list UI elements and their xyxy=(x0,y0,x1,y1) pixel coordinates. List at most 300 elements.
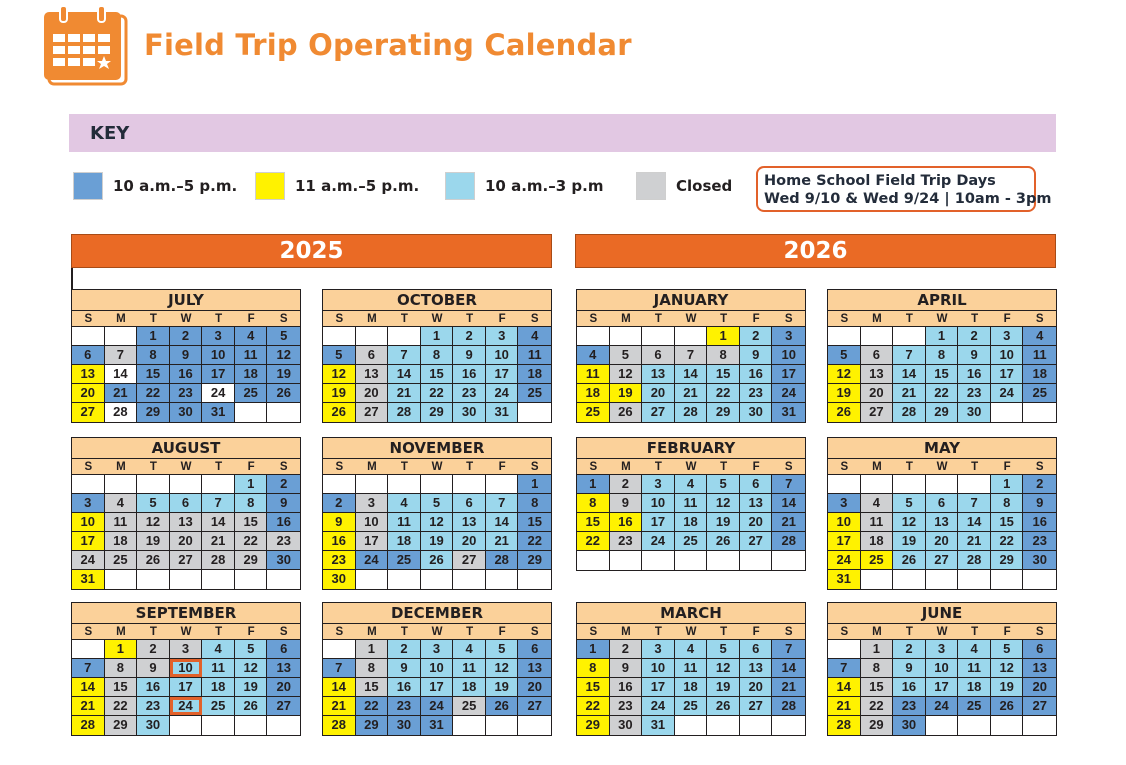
day-cell: 9 xyxy=(610,494,643,512)
day-cell: 19 xyxy=(991,678,1024,696)
weekday-label: M xyxy=(621,313,631,325)
week-row xyxy=(577,403,805,422)
day-cell: 29 xyxy=(105,716,138,735)
day-cell: 24 xyxy=(642,697,675,715)
week-row xyxy=(828,327,1056,346)
day-cell: 10 xyxy=(202,346,235,364)
month-calendar xyxy=(827,437,1057,590)
day-cell: 8 xyxy=(421,346,454,364)
weekday-label: S xyxy=(84,313,93,325)
day-cell: 20 xyxy=(1023,678,1056,696)
day-cell xyxy=(926,716,959,735)
weekday-label: T xyxy=(400,313,408,325)
day-cell: 30 xyxy=(1023,551,1056,569)
week-row xyxy=(323,475,551,494)
legend-label: 11 a.m.–5 p.m. xyxy=(295,177,420,195)
day-cell: 4 xyxy=(202,640,235,658)
day-cell: 7 xyxy=(893,346,926,364)
day-cell: 20 xyxy=(518,678,551,696)
weekday-label: T xyxy=(466,461,474,473)
day-cell: 12 xyxy=(707,659,740,677)
day-cell: 2 xyxy=(610,475,643,493)
weekday-label: F xyxy=(1003,313,1011,325)
day-cell xyxy=(267,403,300,422)
day-cell: 28 xyxy=(772,532,805,550)
day-cell: 8 xyxy=(707,346,740,364)
weekday-label: T xyxy=(905,626,913,638)
week-row xyxy=(72,570,300,589)
day-cell xyxy=(170,475,203,493)
week-row xyxy=(323,532,551,551)
weekday-label: T xyxy=(720,461,728,473)
day-cell: 2 xyxy=(388,640,421,658)
day-cell: 12 xyxy=(991,659,1024,677)
weekday-label: W xyxy=(431,461,443,473)
day-cell: 1 xyxy=(577,475,610,493)
week-row xyxy=(577,365,805,384)
weekday-label: S xyxy=(530,626,539,638)
day-cell: 28 xyxy=(388,403,421,422)
day-cell: 23 xyxy=(137,697,170,715)
day-cell xyxy=(105,327,138,345)
weekday-label: S xyxy=(784,461,793,473)
day-cell: 3 xyxy=(926,640,959,658)
month-title: OCTOBER xyxy=(323,290,551,311)
day-cell: 24 xyxy=(991,384,1024,402)
day-cell: 12 xyxy=(137,513,170,531)
day-cell: 21 xyxy=(772,513,805,531)
day-cell: 20 xyxy=(267,678,300,696)
day-cell xyxy=(235,716,268,735)
day-cell: 16 xyxy=(610,678,643,696)
day-cell xyxy=(707,551,740,570)
day-cell: 22 xyxy=(577,532,610,550)
weekday-label: S xyxy=(589,461,598,473)
week-row xyxy=(323,697,551,716)
week-row xyxy=(577,716,805,735)
day-cell: 7 xyxy=(772,475,805,493)
day-cell: 16 xyxy=(267,513,300,531)
week-row xyxy=(577,678,805,697)
day-cell: 21 xyxy=(72,697,105,715)
weekday-label: S xyxy=(784,313,793,325)
day-cell: 17 xyxy=(356,532,389,550)
day-cell: 21 xyxy=(486,532,519,550)
weekday-label: S xyxy=(589,313,598,325)
day-cell xyxy=(518,716,551,735)
key-bar xyxy=(69,114,1056,152)
day-cell: 23 xyxy=(610,697,643,715)
day-cell: 17 xyxy=(202,365,235,383)
day-cell xyxy=(926,570,959,589)
day-cell: 17 xyxy=(421,678,454,696)
weekday-label: S xyxy=(840,313,849,325)
day-cell: 19 xyxy=(421,532,454,550)
day-cell: 17 xyxy=(486,365,519,383)
weekday-header xyxy=(828,624,1056,640)
day-cell: 12 xyxy=(267,346,300,364)
month-calendar xyxy=(322,602,552,736)
day-cell: 12 xyxy=(707,494,740,512)
day-cell: 23 xyxy=(388,697,421,715)
day-cell: 14 xyxy=(72,678,105,696)
day-cell: 24 xyxy=(356,551,389,569)
week-row xyxy=(577,640,805,659)
month-calendar xyxy=(827,602,1057,736)
day-cell: 14 xyxy=(893,365,926,383)
day-cell: 26 xyxy=(893,551,926,569)
weekday-label: T xyxy=(149,461,157,473)
day-cell: 1 xyxy=(926,327,959,345)
day-cell: 6 xyxy=(926,494,959,512)
day-cell: 18 xyxy=(1023,365,1056,383)
weekday-label: S xyxy=(84,461,93,473)
day-cell: 25 xyxy=(105,551,138,569)
day-cell: 18 xyxy=(235,365,268,383)
day-cell: 8 xyxy=(356,659,389,677)
weekday-label: W xyxy=(936,461,948,473)
week-row xyxy=(72,640,300,659)
day-cell: 23 xyxy=(453,384,486,402)
week-row xyxy=(828,475,1056,494)
day-cell xyxy=(740,716,773,735)
day-cell: 18 xyxy=(388,532,421,550)
day-cell: 28 xyxy=(202,551,235,569)
day-cell xyxy=(893,475,926,493)
day-cell: 17 xyxy=(72,532,105,550)
legend-swatch-yellow xyxy=(255,172,285,200)
week-row xyxy=(323,346,551,365)
day-cell: 23 xyxy=(267,532,300,550)
weekday-header xyxy=(828,311,1056,327)
day-cell: 12 xyxy=(610,365,643,383)
day-cell: 13 xyxy=(170,513,203,531)
day-cell: 4 xyxy=(577,346,610,364)
weekday-label: T xyxy=(654,313,662,325)
day-cell: 31 xyxy=(642,716,675,735)
day-cell: 1 xyxy=(421,327,454,345)
day-cell xyxy=(421,570,454,589)
weekday-header xyxy=(577,624,805,640)
day-cell: 11 xyxy=(453,659,486,677)
day-cell: 3 xyxy=(170,640,203,658)
week-row xyxy=(323,678,551,697)
day-cell: 11 xyxy=(675,494,708,512)
day-cell: 9 xyxy=(740,346,773,364)
weekday-label: W xyxy=(431,626,443,638)
week-row xyxy=(577,475,805,494)
day-cell: 15 xyxy=(235,513,268,531)
week-row xyxy=(72,384,300,403)
day-cell: 4 xyxy=(453,640,486,658)
day-cell: 5 xyxy=(235,640,268,658)
day-cell: 25 xyxy=(453,697,486,715)
day-cell: 13 xyxy=(861,365,894,383)
day-cell: 14 xyxy=(388,365,421,383)
day-cell: 26 xyxy=(421,551,454,569)
day-cell xyxy=(356,570,389,589)
day-cell: 6 xyxy=(740,475,773,493)
day-cell: 31 xyxy=(828,570,861,589)
day-cell xyxy=(105,570,138,589)
day-cell: 15 xyxy=(577,678,610,696)
day-cell xyxy=(958,475,991,493)
day-cell: 7 xyxy=(772,640,805,658)
weekday-label: S xyxy=(530,313,539,325)
weekday-header xyxy=(323,459,551,475)
day-cell: 18 xyxy=(105,532,138,550)
day-cell: 2 xyxy=(1023,475,1056,493)
day-cell xyxy=(772,716,805,735)
week-row xyxy=(577,513,805,532)
weekday-header xyxy=(72,311,300,327)
day-cell: 29 xyxy=(137,403,170,422)
weekday-label: S xyxy=(335,313,344,325)
day-cell: 9 xyxy=(958,346,991,364)
day-cell: 19 xyxy=(893,532,926,550)
day-cell: 9 xyxy=(267,494,300,512)
day-cell: 6 xyxy=(72,346,105,364)
day-cell xyxy=(926,475,959,493)
day-cell: 24 xyxy=(642,532,675,550)
day-cell: 30 xyxy=(740,403,773,422)
day-cell: 8 xyxy=(926,346,959,364)
day-cell: 29 xyxy=(861,716,894,735)
weekday-label: F xyxy=(1003,461,1011,473)
day-cell: 10 xyxy=(991,346,1024,364)
day-cell: 29 xyxy=(356,716,389,735)
day-cell: 28 xyxy=(486,551,519,569)
day-cell: 16 xyxy=(137,678,170,696)
day-cell: 12 xyxy=(486,659,519,677)
day-cell xyxy=(105,475,138,493)
week-row xyxy=(828,403,1056,422)
day-cell xyxy=(267,716,300,735)
day-cell: 17 xyxy=(828,532,861,550)
day-cell xyxy=(72,640,105,658)
day-cell: 3 xyxy=(991,327,1024,345)
day-cell xyxy=(202,475,235,493)
day-cell xyxy=(518,403,551,422)
day-cell xyxy=(72,475,105,493)
day-cell: 23 xyxy=(323,551,356,569)
day-cell: 2 xyxy=(740,327,773,345)
weekday-label: S xyxy=(335,626,344,638)
day-cell: 10 xyxy=(72,513,105,531)
day-cell xyxy=(518,570,551,589)
weekday-label: S xyxy=(589,626,598,638)
day-cell: 13 xyxy=(740,659,773,677)
day-cell: 26 xyxy=(828,403,861,422)
week-row xyxy=(828,551,1056,570)
day-cell: 9 xyxy=(323,513,356,531)
weekday-label: S xyxy=(279,461,288,473)
day-cell: 25 xyxy=(388,551,421,569)
day-cell: 8 xyxy=(105,659,138,677)
weekday-label: M xyxy=(367,313,377,325)
week-row xyxy=(577,327,805,346)
month-calendar xyxy=(576,289,806,423)
key-title: KEY xyxy=(90,123,130,144)
day-cell: 14 xyxy=(105,365,138,383)
week-row xyxy=(323,716,551,735)
day-cell xyxy=(675,551,708,570)
day-cell xyxy=(610,327,643,345)
day-cell: 19 xyxy=(707,513,740,531)
day-cell: 25 xyxy=(958,697,991,715)
day-cell: 28 xyxy=(893,403,926,422)
day-cell xyxy=(486,475,519,493)
day-cell: 30 xyxy=(267,551,300,569)
day-cell: 11 xyxy=(202,659,235,677)
day-cell: 17 xyxy=(772,365,805,383)
day-cell: 19 xyxy=(323,384,356,402)
day-cell: 16 xyxy=(610,513,643,531)
day-cell: 2 xyxy=(610,640,643,658)
day-cell: 18 xyxy=(675,678,708,696)
day-cell: 11 xyxy=(577,365,610,383)
day-cell: 26 xyxy=(486,697,519,715)
month-title: MAY xyxy=(828,438,1056,459)
day-cell xyxy=(323,327,356,345)
homeschool-dates: Wed 9/10 & Wed 9/24 | 10am - 3pm xyxy=(764,191,1052,207)
day-cell: 4 xyxy=(675,640,708,658)
day-cell xyxy=(170,570,203,589)
day-cell: 5 xyxy=(323,346,356,364)
day-cell: 24 xyxy=(486,384,519,402)
day-cell: 23 xyxy=(958,384,991,402)
week-row xyxy=(828,494,1056,513)
weekday-header xyxy=(577,311,805,327)
weekday-label: M xyxy=(367,626,377,638)
day-cell: 12 xyxy=(235,659,268,677)
week-row xyxy=(828,716,1056,735)
day-cell: 13 xyxy=(1023,659,1056,677)
day-cell xyxy=(202,570,235,589)
day-cell: 18 xyxy=(202,678,235,696)
day-cell xyxy=(577,551,610,570)
weekday-label: F xyxy=(1003,626,1011,638)
day-cell xyxy=(861,475,894,493)
day-cell: 11 xyxy=(958,659,991,677)
day-cell: 24 xyxy=(421,697,454,715)
day-cell: 10 xyxy=(828,513,861,531)
weekday-label: T xyxy=(466,313,474,325)
day-cell: 15 xyxy=(137,365,170,383)
day-cell: 7 xyxy=(828,659,861,677)
week-row xyxy=(828,678,1056,697)
day-cell: 8 xyxy=(137,346,170,364)
weekday-label: S xyxy=(1035,461,1044,473)
day-cell: 28 xyxy=(105,403,138,422)
day-cell xyxy=(388,327,421,345)
day-cell: 31 xyxy=(72,570,105,589)
day-cell: 14 xyxy=(675,365,708,383)
day-cell: 4 xyxy=(675,475,708,493)
weekday-label: T xyxy=(215,626,223,638)
weekday-label: S xyxy=(840,626,849,638)
day-cell xyxy=(356,327,389,345)
day-cell: 26 xyxy=(267,384,300,402)
day-cell: 28 xyxy=(675,403,708,422)
day-cell: 4 xyxy=(235,327,268,345)
day-cell: 21 xyxy=(675,384,708,402)
day-cell: 19 xyxy=(267,365,300,383)
weekday-label: T xyxy=(149,313,157,325)
day-cell: 5 xyxy=(267,327,300,345)
weekday-label: T xyxy=(654,626,662,638)
day-cell: 11 xyxy=(388,513,421,531)
weekday-label: S xyxy=(279,313,288,325)
day-cell: 2 xyxy=(170,327,203,345)
day-cell: 28 xyxy=(72,716,105,735)
day-cell: 15 xyxy=(105,678,138,696)
day-cell: 27 xyxy=(267,697,300,715)
weekday-label: S xyxy=(84,626,93,638)
day-cell: 2 xyxy=(958,327,991,345)
day-cell: 24 xyxy=(772,384,805,402)
month-title: NOVEMBER xyxy=(323,438,551,459)
day-cell xyxy=(486,570,519,589)
weekday-label: T xyxy=(720,626,728,638)
weekday-label: F xyxy=(498,313,506,325)
day-cell: 22 xyxy=(356,697,389,715)
day-cell: 3 xyxy=(772,327,805,345)
day-cell: 14 xyxy=(202,513,235,531)
weekday-label: M xyxy=(367,461,377,473)
weekday-label: W xyxy=(180,313,192,325)
weekday-label: S xyxy=(1035,313,1044,325)
week-row xyxy=(72,678,300,697)
weekday-label: F xyxy=(752,461,760,473)
week-row xyxy=(577,551,805,570)
week-row xyxy=(828,346,1056,365)
weekday-label: M xyxy=(116,313,126,325)
week-row xyxy=(323,365,551,384)
day-cell: 1 xyxy=(356,640,389,658)
month-calendar xyxy=(322,437,552,590)
day-cell: 6 xyxy=(861,346,894,364)
day-cell: 29 xyxy=(518,551,551,569)
weekday-label: T xyxy=(466,626,474,638)
divider xyxy=(71,268,73,290)
day-cell xyxy=(356,475,389,493)
day-cell: 30 xyxy=(323,570,356,589)
weekday-label: M xyxy=(116,461,126,473)
day-cell: 6 xyxy=(356,346,389,364)
weekday-header xyxy=(577,459,805,475)
weekday-label: M xyxy=(621,461,631,473)
day-cell: 18 xyxy=(861,532,894,550)
day-cell: 22 xyxy=(577,697,610,715)
day-cell: 13 xyxy=(72,365,105,383)
day-cell: 15 xyxy=(356,678,389,696)
day-cell: 9 xyxy=(388,659,421,677)
month-title: DECEMBER xyxy=(323,603,551,624)
day-cell: 28 xyxy=(772,697,805,715)
day-cell: 6 xyxy=(642,346,675,364)
day-cell: 5 xyxy=(421,494,454,512)
day-cell: 4 xyxy=(388,494,421,512)
month-title: SEPTEMBER xyxy=(72,603,300,624)
day-cell: 8 xyxy=(577,659,610,677)
day-cell: 10 xyxy=(926,659,959,677)
day-cell: 20 xyxy=(926,532,959,550)
calendar-icon xyxy=(42,6,128,86)
legend-swatch-gray xyxy=(636,172,666,200)
day-cell: 30 xyxy=(893,716,926,735)
week-row xyxy=(323,551,551,570)
